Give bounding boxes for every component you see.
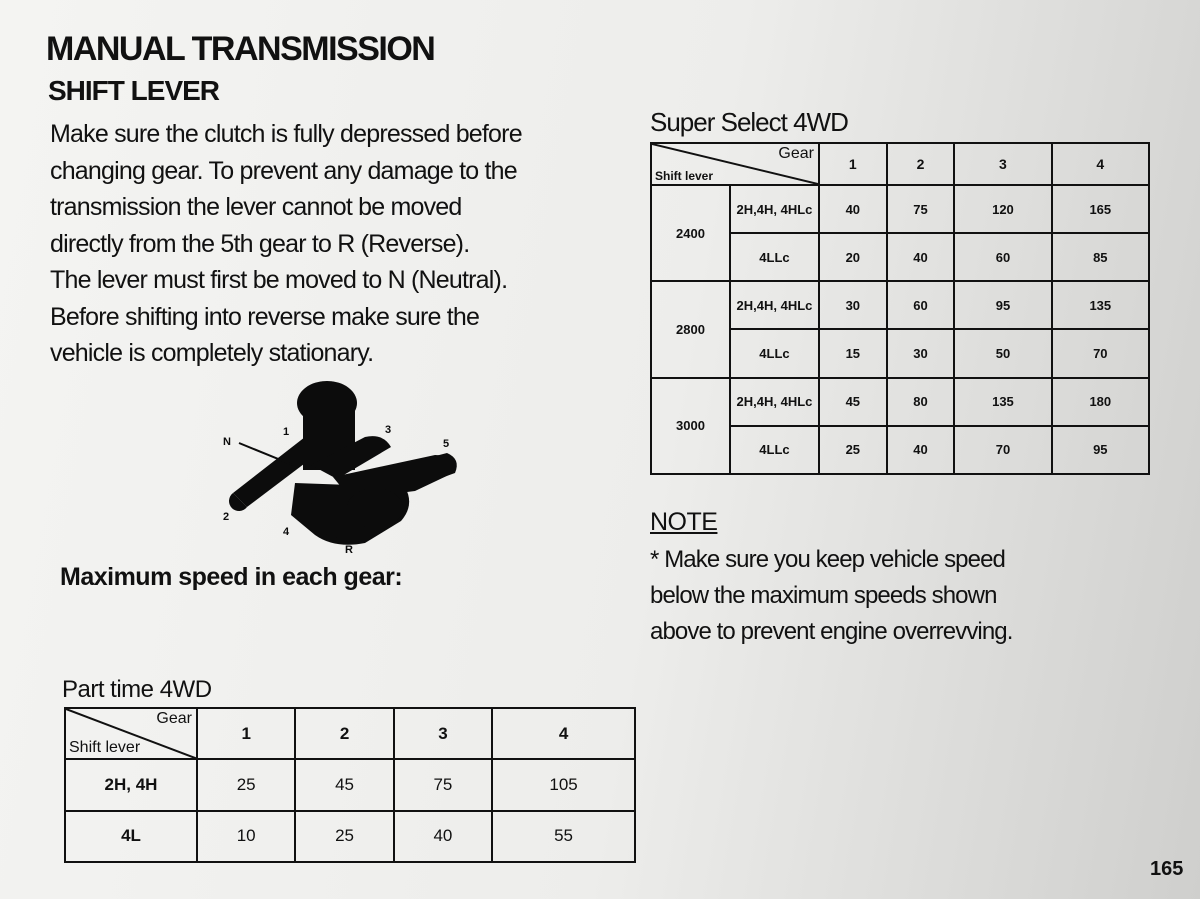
max-speed-heading: Maximum speed in each gear:	[60, 563, 403, 591]
table-row	[65, 811, 635, 862]
intro-line: Make sure the clutch is fully depressed before	[50, 120, 522, 148]
mode-label: 4LLc	[730, 233, 819, 281]
speed-cell: 40	[887, 233, 955, 281]
note-line: below the maximum speeds shown	[650, 582, 997, 609]
mode-label: 2H,4H, 4HLc	[730, 281, 819, 329]
gear-header: 2	[887, 143, 955, 185]
intro-line: The lever must first be moved to N (Neutral).	[50, 266, 508, 294]
corner-gear-label: Gear	[156, 710, 192, 727]
speed-cell: 30	[887, 329, 955, 377]
mode-label: 2H,4H, 4HLc	[730, 378, 819, 426]
mode-label: 4LLc	[730, 329, 819, 377]
speed-cell: 75	[887, 185, 955, 233]
intro-line: directly from the 5th gear to R (Reverse).	[50, 229, 470, 258]
speed-cell: 50	[954, 329, 1051, 377]
mode-label: 4LLc	[730, 426, 819, 474]
intro-line: Before shifting into reverse make sure the	[50, 302, 480, 331]
mode-label: 2H,4H, 4HLc	[730, 185, 819, 233]
speed-cell: 80	[887, 378, 955, 426]
gear-label-1: 1	[283, 426, 290, 438]
corner-shift-lever-label: Shift lever	[69, 739, 141, 757]
gear-header: 3	[394, 708, 492, 759]
speed-cell: 135	[954, 378, 1051, 426]
speed-cell: 25	[819, 426, 887, 474]
speed-cell: 25	[197, 759, 295, 810]
corner-shift-lever-label: Shift lever	[655, 169, 714, 183]
intro-line: transmission the lever cannot be moved	[50, 193, 462, 221]
gear-label-2: 2	[223, 511, 230, 523]
page-title: MANUAL TRANSMISSION	[46, 30, 435, 68]
shift-pattern-diagram	[215, 375, 485, 560]
speed-cell: 10	[197, 811, 295, 862]
table-corner-cell	[651, 143, 819, 185]
gear-label-5: 5	[443, 438, 450, 450]
speed-cell: 135	[1052, 281, 1149, 329]
gear-header: 3	[954, 143, 1051, 185]
speed-cell: 105	[492, 759, 635, 810]
table-header-row	[65, 708, 635, 759]
speed-cell: 25	[295, 811, 393, 862]
speed-cell: 15	[819, 329, 887, 377]
gear-label-r: R	[345, 544, 353, 556]
gear-label-3: 3	[385, 424, 392, 436]
gear-label-n: N	[223, 436, 231, 448]
gear-header: 1	[197, 708, 295, 759]
part-time-title: Part time 4WD	[62, 676, 212, 703]
speed-cell: 60	[954, 233, 1051, 281]
note-paragraph	[650, 542, 1110, 650]
intro-line: changing gear. To prevent any damage to the	[50, 156, 517, 185]
note-line: above to prevent engine overrevving.	[650, 618, 1013, 645]
speed-cell: 20	[819, 233, 887, 281]
intro-paragraph	[50, 116, 640, 372]
speed-cell: 40	[394, 811, 492, 862]
speed-cell: 85	[1052, 233, 1149, 281]
speed-cell: 40	[887, 426, 955, 474]
note-heading: NOTE	[650, 508, 718, 536]
intro-line: vehicle is completely stationary.	[50, 339, 374, 367]
engine-label: 3000	[651, 378, 730, 474]
speed-cell: 30	[819, 281, 887, 329]
gear-header: 4	[1052, 143, 1149, 185]
gear-header: 1	[819, 143, 887, 185]
table-corner-cell	[65, 708, 197, 759]
table-row	[651, 281, 1149, 329]
super-select-title: Super Select 4WD	[650, 107, 848, 137]
speed-cell: 95	[1052, 426, 1149, 474]
speed-cell: 70	[954, 426, 1051, 474]
table-row	[65, 759, 635, 810]
row-label: 4L	[65, 811, 197, 862]
gear-header: 4	[492, 708, 635, 759]
note-line: * Make sure you keep vehicle speed	[650, 546, 1005, 573]
gear-label-4: 4	[283, 526, 290, 538]
super-select-table	[650, 142, 1150, 475]
section-title: SHIFT LEVER	[48, 75, 220, 106]
speed-cell: 95	[954, 281, 1051, 329]
speed-cell: 165	[1052, 185, 1149, 233]
row-label: 2H, 4H	[65, 759, 197, 810]
shift-pattern-graphic	[215, 375, 485, 560]
speed-cell: 60	[887, 281, 955, 329]
speed-cell: 180	[1052, 378, 1149, 426]
speed-cell: 70	[1052, 329, 1149, 377]
page-number: 165	[1150, 858, 1184, 880]
corner-gear-label: Gear	[778, 145, 814, 162]
speed-cell: 75	[394, 759, 492, 810]
speed-cell: 45	[819, 378, 887, 426]
part-time-table	[64, 707, 636, 863]
table-header-row	[651, 143, 1149, 185]
speed-cell: 40	[819, 185, 887, 233]
speed-cell: 45	[295, 759, 393, 810]
table-row	[651, 185, 1149, 233]
table-row	[651, 378, 1149, 426]
engine-label: 2800	[651, 281, 730, 377]
engine-label: 2400	[651, 185, 730, 281]
speed-cell: 55	[492, 811, 635, 862]
gear-header: 2	[295, 708, 393, 759]
speed-cell: 120	[954, 185, 1051, 233]
